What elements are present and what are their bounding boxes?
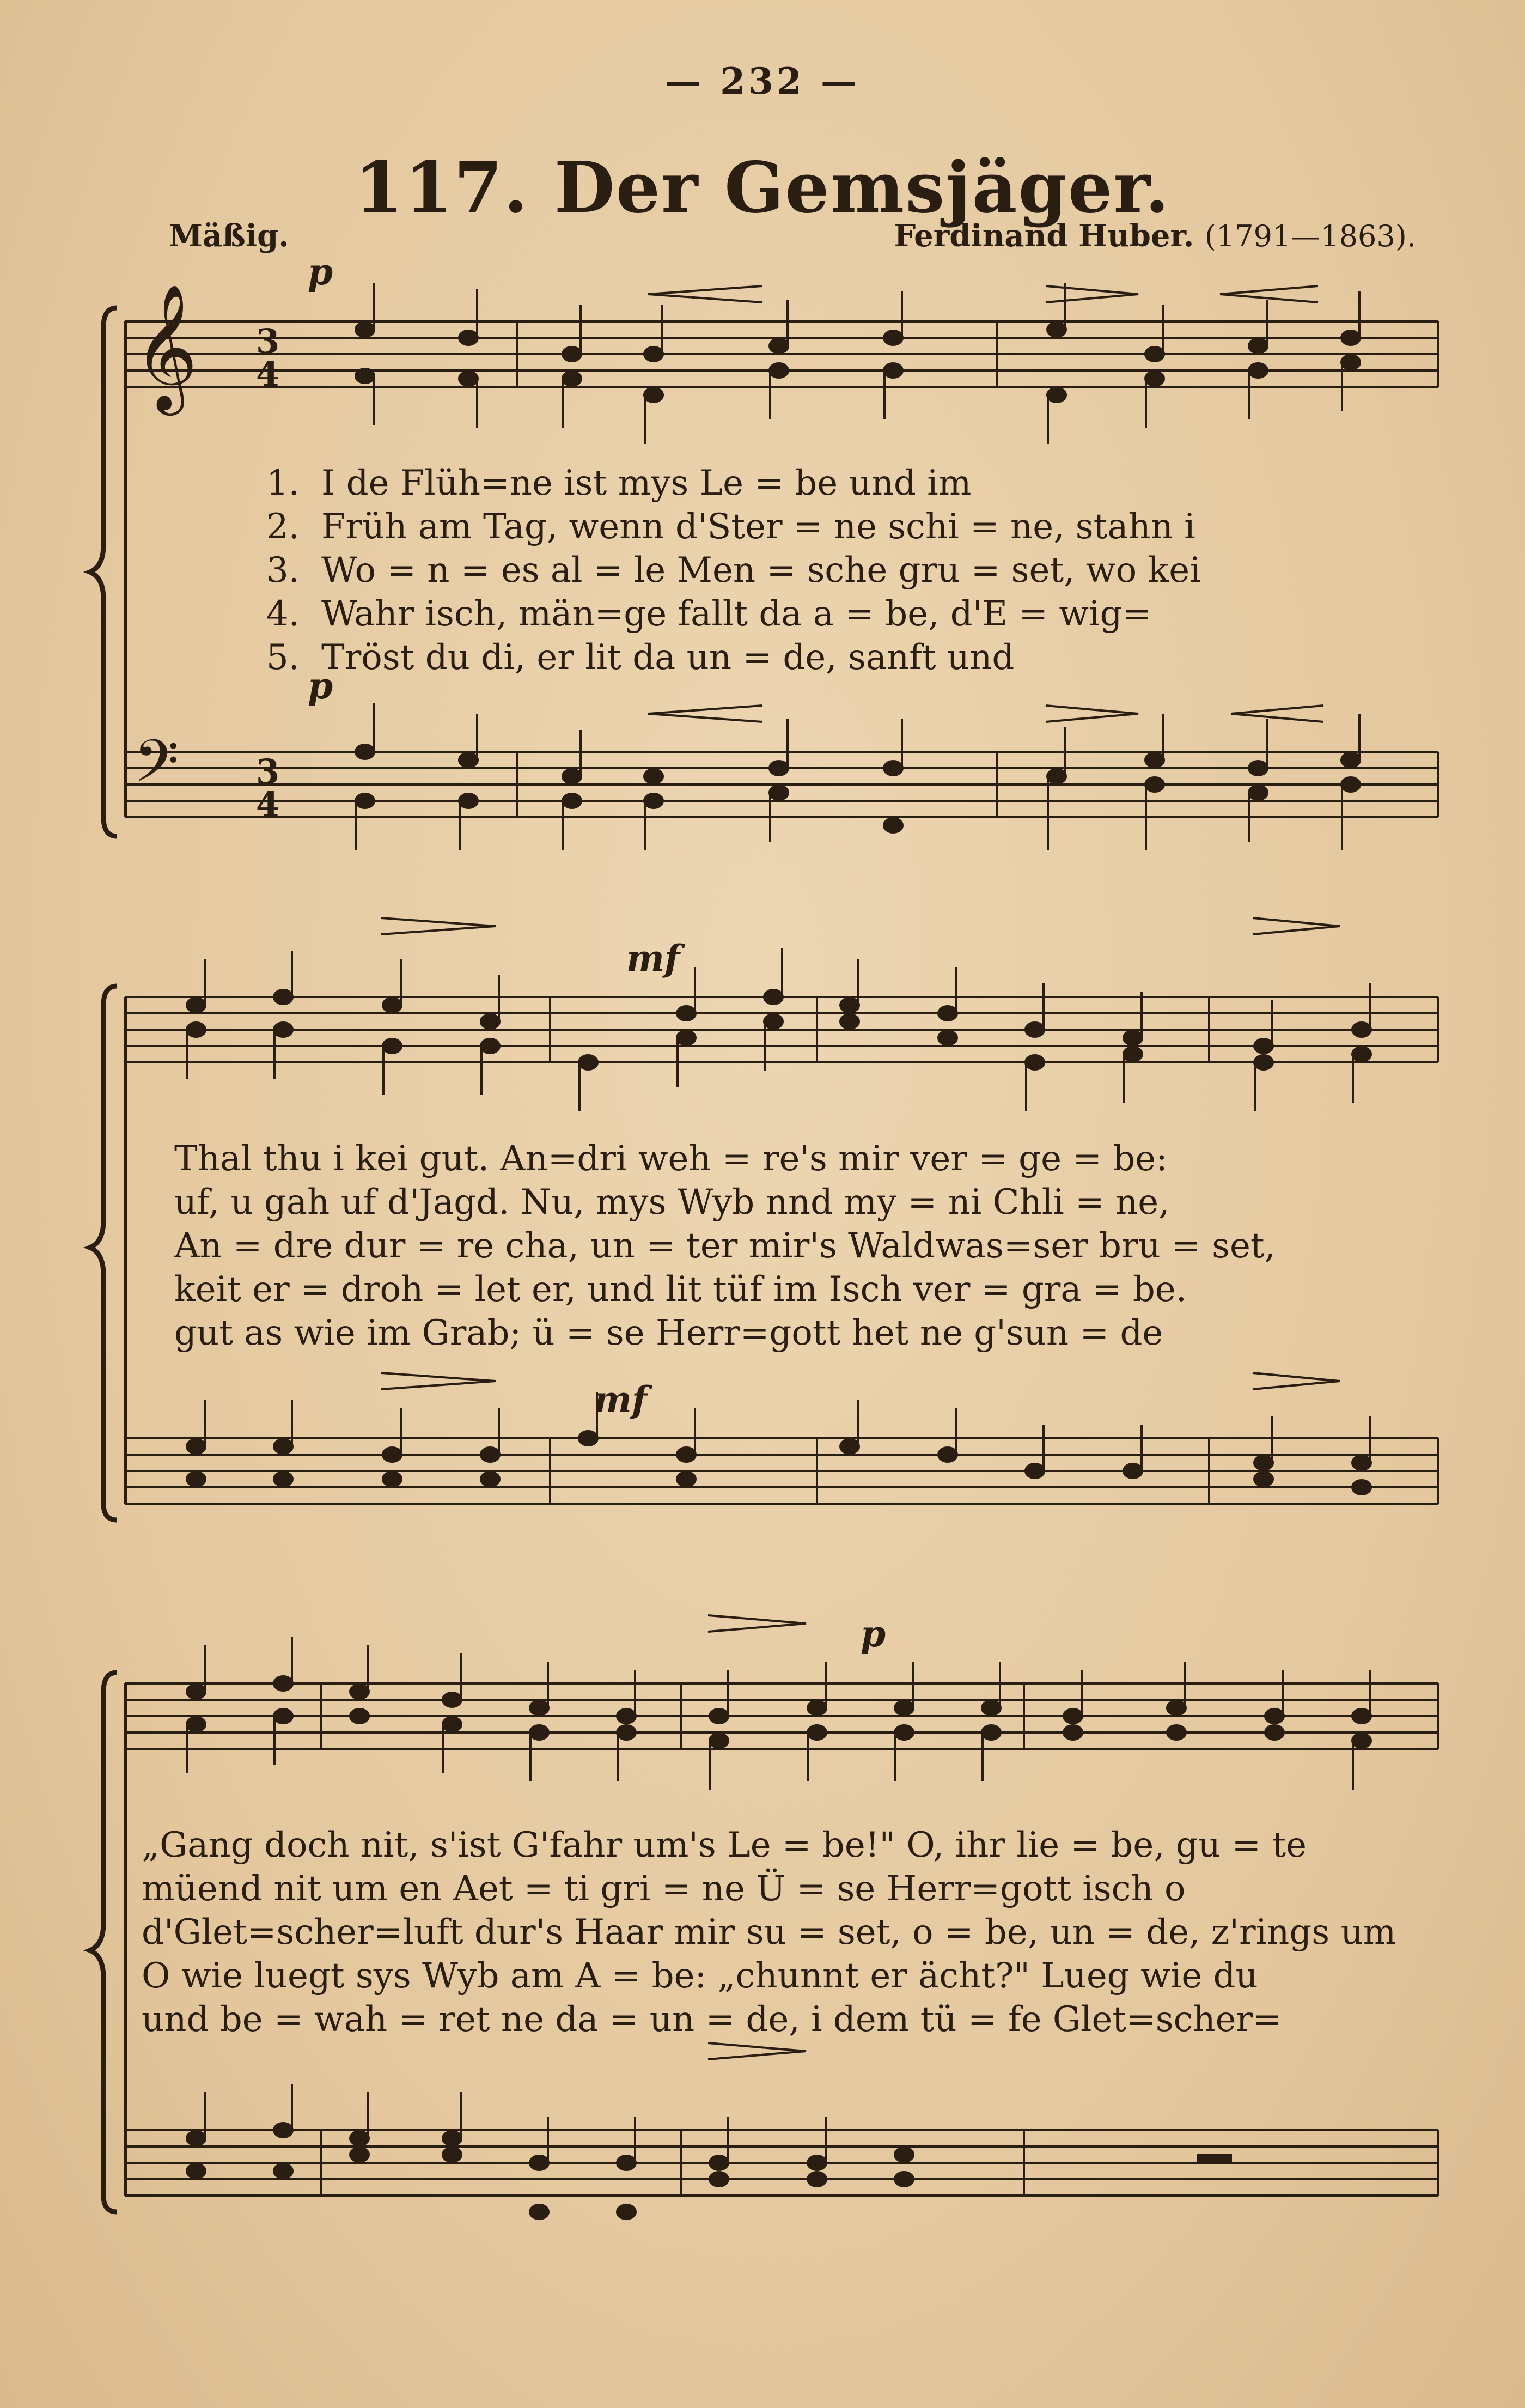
lyric-text: „Gang doch nit, s'ist G'fahr um's Le = be!" O, ihr lie = be, gu = te	[142, 1825, 1307, 1865]
svg-text:3: 3	[256, 752, 280, 792]
verse-number: 2.	[266, 507, 300, 547]
lyric-line	[0, 1269, 1525, 1313]
composer-years: (1791—1863).	[1204, 219, 1416, 253]
lyric-line	[0, 637, 1525, 681]
dynamic-piano: p	[861, 1613, 886, 1655]
lyric-text: Früh am Tag, wenn d'Ster = ne schi = ne, stahn i	[321, 507, 1195, 547]
lyric-line	[0, 1226, 1525, 1269]
tempo-marking: Mäßig.	[169, 218, 289, 254]
verse-number: 3.	[266, 550, 300, 591]
verse-number: 1.	[266, 463, 300, 503]
svg-text:4: 4	[256, 354, 280, 394]
composer-credit	[894, 218, 1416, 254]
lyric-text: gut as wie im Grab; ü = se Herr=gott het ne g'sun = de	[174, 1313, 1163, 1353]
lyric-text: O wie luegt sys Wyb am A = be: „chunnt er ächt?" Lueg wie du	[142, 1956, 1258, 1996]
lyric-text: Wo = n = es al = le Men = sche gru = set, wo kei	[321, 550, 1201, 591]
dynamic-mezzoforte: mf	[626, 937, 680, 980]
lyric-line	[0, 1912, 1525, 1956]
dynamic-mezzoforte: mf	[594, 1378, 648, 1421]
lyric-text: müend nit um en Aet = ti gri = ne Ü = se Herr=gott isch o	[142, 1869, 1186, 1909]
music-system-1	[0, 251, 1525, 861]
lyric-line	[0, 1182, 1525, 1226]
svg-text:𝄢: 𝄢	[133, 727, 179, 810]
lyric-line	[0, 1313, 1525, 1357]
verse-number: 5.	[266, 637, 300, 678]
dynamic-piano: p	[308, 251, 333, 293]
lyric-line	[0, 1956, 1525, 1999]
lyric-line	[0, 550, 1525, 594]
lyric-line	[0, 1139, 1525, 1182]
lyric-line	[0, 1869, 1525, 1912]
verse-number: 4.	[266, 594, 300, 634]
composer-name: Ferdinand Huber.	[894, 218, 1194, 254]
page-number: — 232 —	[665, 60, 860, 102]
dynamic-piano: p	[308, 665, 333, 707]
lyric-line	[0, 463, 1525, 507]
lyric-line	[0, 507, 1525, 550]
lyric-text: keit er = droh = let er, und lit tüf im Isch ver = gra = be.	[174, 1269, 1187, 1310]
lyric-line	[0, 1999, 1525, 2043]
lyric-text: Thal thu i kei gut. An=dri weh = re's mir ver = ge = be:	[174, 1139, 1168, 1179]
lyric-text: Wahr isch, män=ge fallt da a = be, d'E = wig=	[321, 594, 1152, 634]
lyric-line	[0, 594, 1525, 637]
lyric-text: d'Glet=scher=luft dur's Haar mir su = set, o = be, un = de, z'rings um	[142, 1912, 1396, 1953]
svg-text:4: 4	[256, 785, 280, 824]
lyric-text: I de Flüh=ne ist mys Le = be und im	[321, 463, 972, 503]
lyric-text: An = dre dur = re cha, un = ter mir's Waldwas=ser bru = set,	[174, 1226, 1276, 1266]
song-title: 117. Der Gemsjäger.	[355, 147, 1170, 229]
svg-text:3: 3	[256, 321, 280, 361]
music-system-3	[0, 1613, 1525, 2299]
music-system-2	[0, 915, 1525, 1525]
svg-text:𝄞: 𝄞	[133, 283, 198, 410]
lyric-text: und be = wah = ret ne da = un = de, i dem tü = fe Glet=scher=	[142, 1999, 1282, 2040]
lyric-text: uf, u gah uf d'Jagd. Nu, mys Wyb nnd my = ni Chli = ne,	[174, 1182, 1170, 1223]
lyric-line	[0, 1825, 1525, 1869]
lyric-text: Tröst du di, er lit da un = de, sanft und	[321, 637, 1015, 678]
